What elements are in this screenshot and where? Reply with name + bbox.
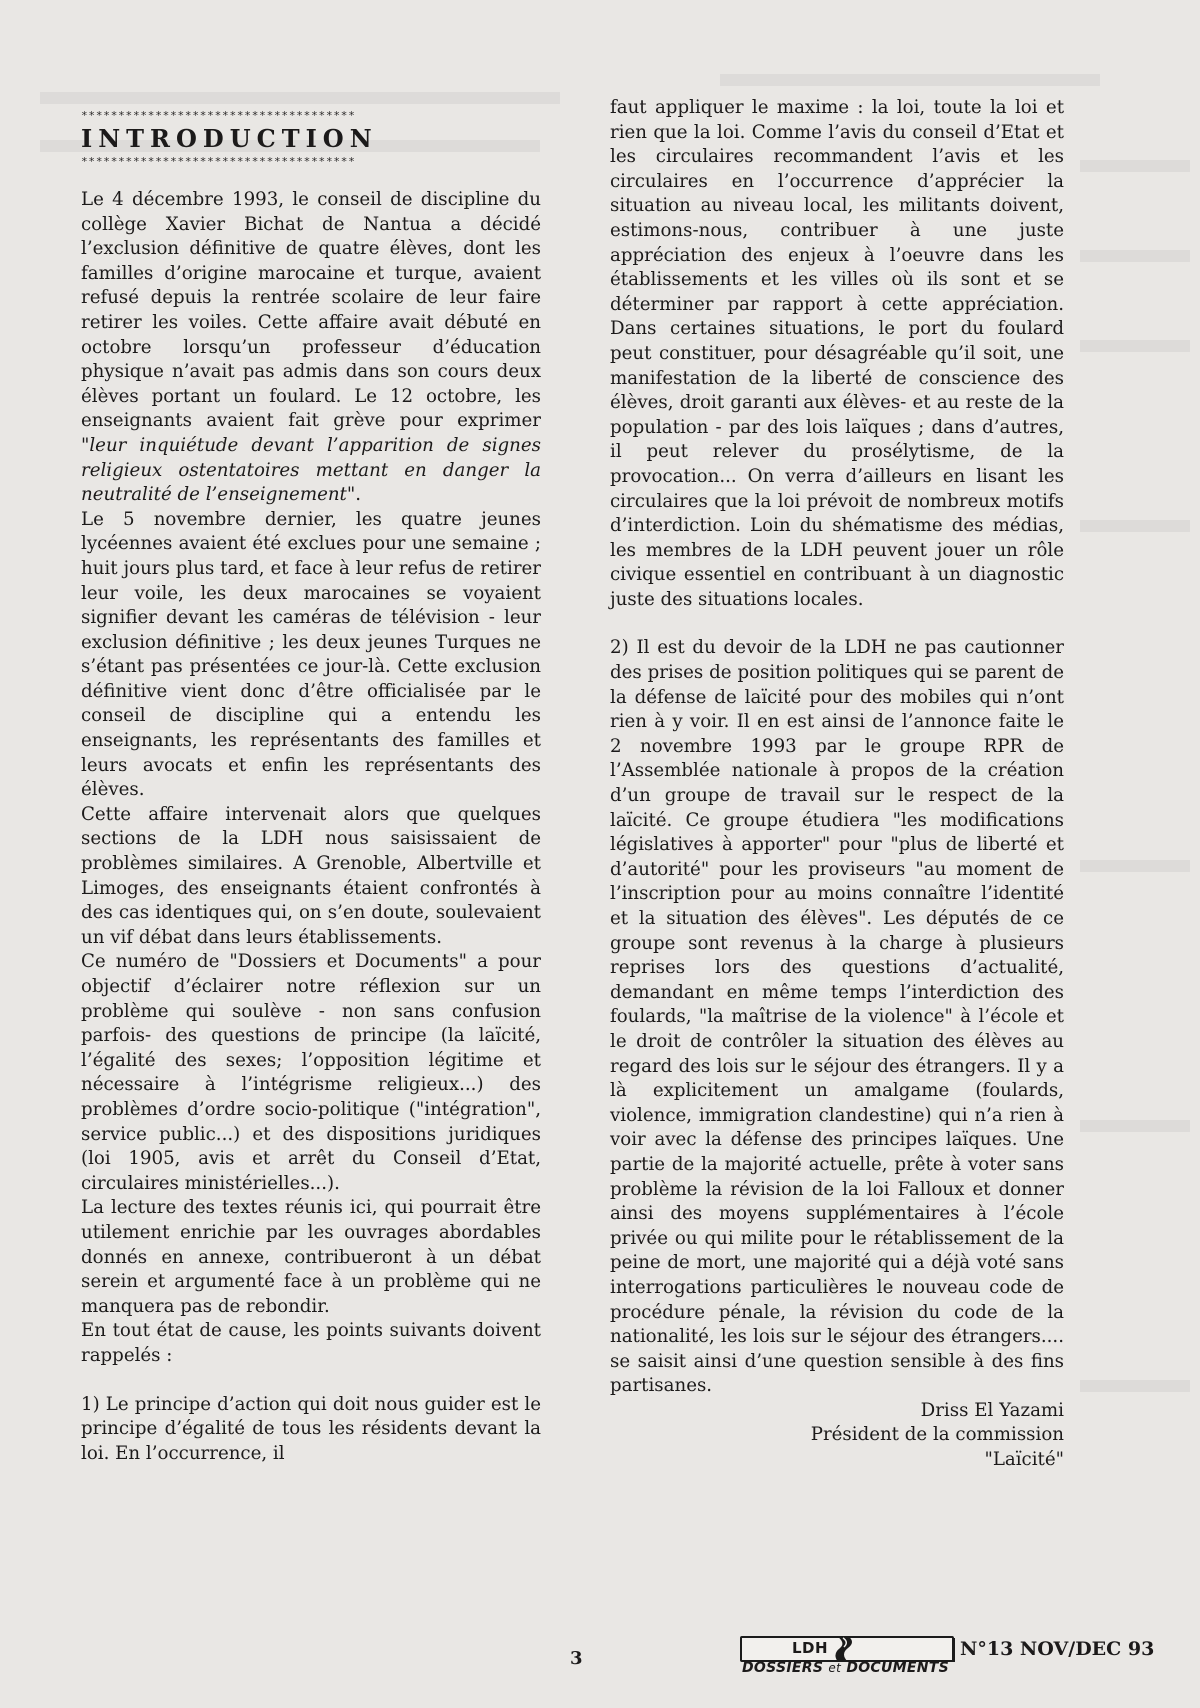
stars-rule-top: ************************************* bbox=[81, 109, 356, 122]
publication-footer bbox=[740, 1636, 1160, 1684]
logo-frame bbox=[740, 1636, 954, 1662]
paragraph-reading: La lecture des textes réunis ici, qui pourrait être utilement enrichie par les ouvrages abordables donnés en annexe, contribueront à un débat serein et argumenté face à un problème qui ne manquera pas de rebondir. bbox=[81, 1197, 541, 1317]
logo-subtitle: DOSSIERS et DOCUMENTS bbox=[742, 1660, 950, 1676]
introduction-title: INTRODUCTION bbox=[81, 124, 378, 153]
paragraph-sections: Cette affaire intervenait alors que quelques sections de la LDH nous saisissaient de problèmes similaires. A Grenoble, Albertville et Limoges, des enseignants étaient confrontés à des cas identiques qui, on s’en doute, soulevaient un vif débat dans leurs établissements. bbox=[81, 803, 541, 948]
footer-divider bbox=[952, 1638, 955, 1662]
paragraph-points-intro: En tout état de cause, les points suivants doivent rappelés : bbox=[81, 1320, 541, 1366]
paragraph-dossier-purpose: Ce numéro de "Dossiers et Documents" a pour objectif d’éclairer notre réflexion sur un problème qui soulève - non sans confusion parfois- des questions de principe (la laïcité, l’égalité des sexes; l’opposition légitime et nécessaire à l’intégrisme religieux...) des problèmes d’ordre socio-politique ("intégration", service public...) et des dispositions juridiques (loi 1905, avis et arrêt du Conseil d’Etat, circulaires ministérielles...). bbox=[81, 951, 541, 1194]
issue-label: N°13 NOV/DEC 93 bbox=[960, 1638, 1155, 1660]
signature-block bbox=[610, 1399, 1064, 1473]
paragraph-point-1: 1) Le principe d’action qui doit nous guider est le principe d’égalité de tous les résidents devant la loi. En l’occurrence, il bbox=[81, 1393, 541, 1464]
page-number: 3 bbox=[570, 1648, 583, 1669]
paragraph-context: Le 4 décembre 1993, le conseil de discipline du collège Xavier Bichat de Nantua a décidé l’exclusion définitive de quatre élèves, dont les familles d’origine marocaine et turque, avaient refusé depuis la rentrée scolaire de leur faire retirer les voiles. Cette affaire avait débuté en octobre lorsqu’un professeur d’éducation physique n’avait pas admis dans son cours deux élèves portant un foulard. Le 12 octobre, les enseignants avaient fait grève pour exprimer "leur inquiétude devant l’apparition de signes religieux ostentatoires mettant en danger la neutralité de l’enseignement". bbox=[81, 189, 541, 506]
right-column bbox=[610, 96, 1064, 1473]
stars-rule-bottom: ************************************* bbox=[81, 155, 356, 168]
paragraph-exclusion: Le 5 novembre dernier, les quatre jeunes lycéennes avaient été exclues pour une semaine ; huit jours plus tard, et face à leur refus de retirer leur voile, les deux marocaines se voyaient signifier devant les caméras de télévision - leur exclusion définitive ; les deux jeunes Turques ne s’étant pas présentées ce jour-là. Cette exclusion définitive vient donc d’être officialisée par le conseil de discipline qui a entendu les enseignants, les représentants des familles et leurs avocats et enfin les représentants des élèves. bbox=[81, 508, 541, 801]
paragraph-point-1-continued: faut appliquer le maxime : la loi, toute la loi et rien que la loi. Comme l’avis du conseil d’Etat et les circulaires recommandent l’avis et les circulaires en l’occurrence d’apprécier la situation au niveau local, les militants doivent, estimons-nous, contribuer à une juste appréciation des enjeux à l’oeuvre dans les établissements et les villes où ils sont et se déterminer par rapport à cette appréciation. Dans certaines situations, le port du foulard peut constituer, pour désagréable qu’il soit, une manifestation de la liberté de conscience des élèves, droit garanti aux élèves- et au reste de la population - par des lois laïques ; dans d’autres, il peut relever du prosélytisme, de la provocation... On verra d’ailleurs en lisant les circulaires que la loi prévoit de nombreux motifs d’interdiction. Loin du shématisme des médias, les membres de la LDH peuvent jouer un rôle civique essentiel en contribuant à un diagnostic juste des situations locales. bbox=[610, 97, 1064, 610]
introduction-heading bbox=[81, 110, 541, 168]
left-column bbox=[81, 110, 541, 1466]
ldh-logo bbox=[740, 1636, 955, 1680]
quote-teachers: "leur inquiétude devant l’apparition de signes religieux ostentatoires mettant en danger la neutralité de l’enseignement" bbox=[81, 434, 541, 506]
signature-role: Président de la commission bbox=[810, 1424, 1064, 1446]
logo-ldh-text: LDH bbox=[792, 1639, 829, 1657]
signature-name: Driss El Yazami bbox=[920, 1399, 1064, 1421]
signature-commission: "Laïcité" bbox=[984, 1449, 1064, 1471]
paragraph-point-2: 2) Il est du devoir de la LDH ne pas cautionner des prises de position politiques qui se parent de la défense de laïcité pour des mobiles qui n’ont rien à y voir. Il en est ainsi de l’annonce faite le 2 novembre 1993 par le groupe RPR de l’Assemblée nationale à propos de la création d’un groupe de travail sur le respect de la laïcité. Ce groupe étudiera "les modifications législatives à apporter" pour "plus de liberté et d’autorité" pour les proviseurs "au moment de l’inscription pour au moins connaître l’identité et la situation des élèves". Les députés de ce groupe sont revenus à la charge à plusieurs reprises lors des questions d’actualité, demandant en même temps l’interdiction des foulards, "la maîtrise de la violence" à l’école et le droit de contrôler la situation des élèves au regard des lois sur le séjour des étrangers. Il y a là explicitement un amalgame (foulards, violence, immigration clandestine) qui n’a rien à voir avec la défense des principes laïques. Une partie de la majorité actuelle, prête à voter sans problème la révision de la loi Falloux et donner ainsi des moyens supplémentaires à l’école privée ou qui milite pour le rétablissement de la peine de mort, une majorité qui a déjà voté sans interrogations particulières le nouveau code de procédure pénale, la révision du code de la nationalité, les lois sur le séjour des étrangers.... se saisit ainsi d’une question sensible à des fins partisanes. bbox=[610, 637, 1064, 1397]
